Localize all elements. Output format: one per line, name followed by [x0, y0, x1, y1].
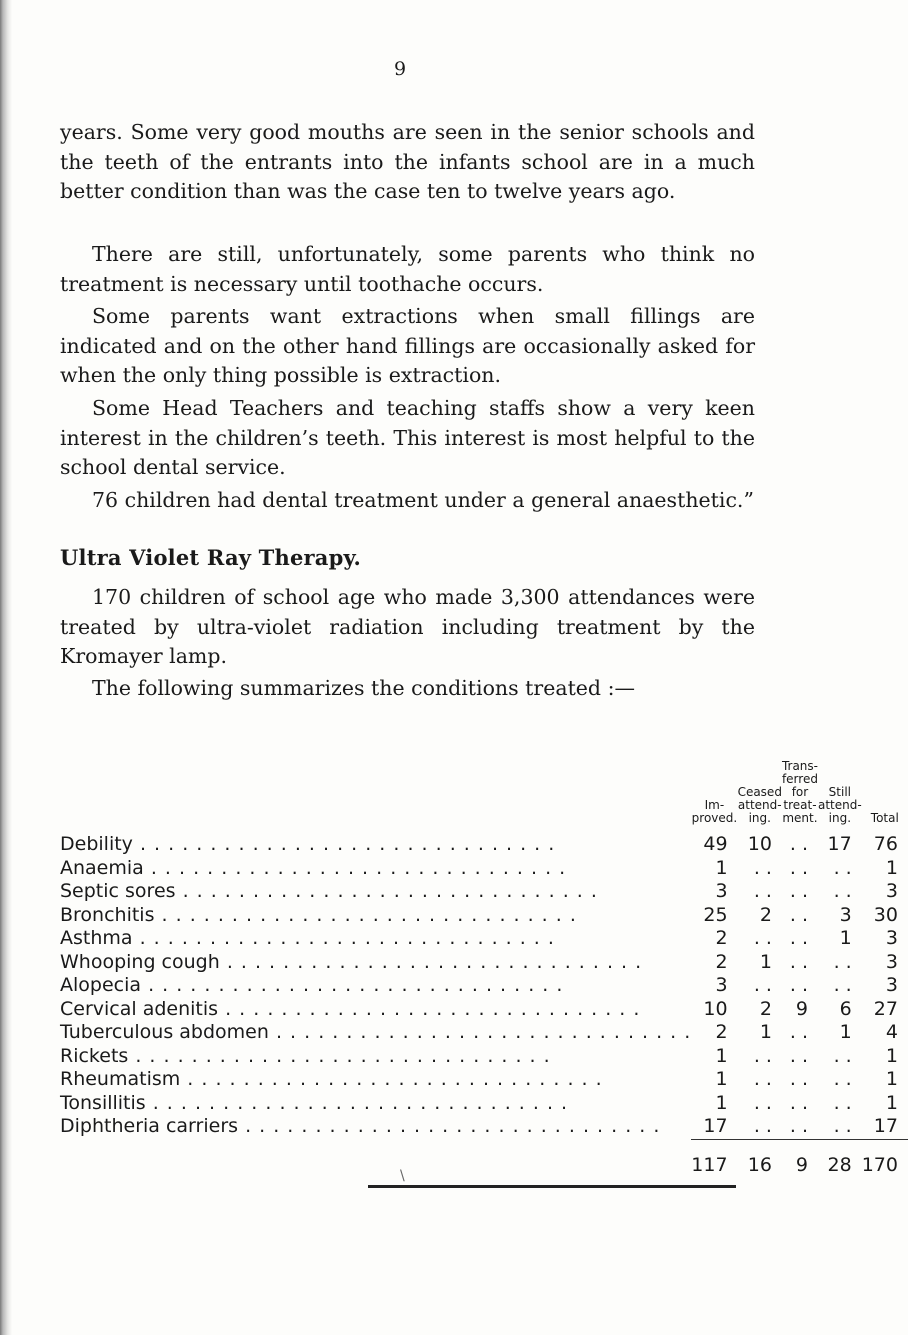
- table-body: [60, 833, 908, 1177]
- cell-still-attending: . .: [833, 880, 852, 902]
- table-row: [60, 1068, 908, 1092]
- binding-edge: [0, 0, 12, 1335]
- dot-leader: . . . . . . . . . . . . . . . . . . . . . . . . . . . . . .: [145, 1091, 569, 1114]
- header-condition: [60, 760, 691, 833]
- table-bottom-rule: [368, 1185, 736, 1188]
- cell-ceased: 2: [759, 903, 772, 926]
- cell-still-attending: . .: [833, 950, 852, 973]
- paragraph-head-teachers: Some Head Teachers and teaching staffs show a very keen interest in the children’s teeth. This interest is most helpful to the school dental service.: [60, 396, 755, 479]
- table-row: [60, 1115, 908, 1139]
- dot-leader: . . . . . . . . . . . . . . . . . . . . . . . . . . . . . .: [143, 856, 567, 879]
- cell-improved: 1: [715, 1091, 728, 1114]
- header-ceased: Ceased attend- ing.: [737, 785, 782, 825]
- totals-row: [60, 1139, 908, 1177]
- cell-transferred: . .: [789, 927, 808, 949]
- total-cell-total: 170: [862, 1139, 908, 1177]
- dot-leader: . . . . . . . . . . . . . . . . . . . . . . . . . . . . . .: [238, 1115, 661, 1138]
- cell-ceased: . .: [753, 1091, 772, 1114]
- table-row: [60, 951, 908, 975]
- header-total: Total: [870, 811, 899, 825]
- cell-improved: 2: [715, 950, 728, 973]
- cell-improved: 2: [715, 927, 728, 949]
- table-header-row: [60, 760, 908, 833]
- cell-total: 1: [885, 1068, 898, 1090]
- cell-condition: [60, 904, 691, 928]
- cell-improved: 1: [715, 1068, 728, 1090]
- cell-total: 1: [885, 856, 898, 879]
- cell-transferred: . .: [789, 974, 808, 996]
- cell-transferred: . .: [789, 1021, 808, 1043]
- table-row: [60, 833, 908, 857]
- cell-condition: [60, 1021, 691, 1045]
- cell-ceased: 2: [759, 997, 772, 1020]
- cell-ceased: . .: [753, 974, 772, 996]
- condition-name: Tuberculous abdomen: [60, 1021, 269, 1043]
- cell-still-attending: . .: [833, 1044, 852, 1067]
- cell-transferred: 9: [795, 997, 808, 1020]
- cell-total: 1: [885, 1091, 898, 1114]
- condition-name: Cervical adenitis: [60, 997, 219, 1020]
- paragraph-summary-intro: The following summarizes the conditions treated :—: [92, 676, 635, 700]
- cell-total: 3: [885, 880, 898, 902]
- cell-ceased: . .: [753, 856, 772, 879]
- condition-name: Anaemia: [60, 856, 144, 879]
- cell-transferred: . .: [789, 880, 808, 902]
- cell-improved: 3: [715, 880, 728, 902]
- cell-improved: 10: [703, 997, 728, 1020]
- cell-improved: 1: [715, 856, 728, 879]
- total-cell-improved: 117: [691, 1139, 737, 1177]
- cell-improved: 17: [703, 1115, 728, 1137]
- cell-condition: [60, 927, 691, 951]
- stray-mark: \: [400, 1168, 405, 1184]
- cell-ceased: . .: [753, 880, 772, 902]
- cell-transferred: . .: [789, 856, 808, 879]
- cell-total: 27: [873, 997, 898, 1020]
- cell-improved: 1: [715, 1044, 728, 1067]
- cell-transferred: . .: [789, 903, 808, 926]
- table-row: [60, 904, 908, 928]
- header-still-attending: Still attend- ing.: [817, 785, 862, 825]
- table-row: [60, 1021, 908, 1045]
- cell-still-attending: 1: [839, 927, 852, 949]
- cell-transferred: . .: [789, 1115, 808, 1137]
- total-cell-still-attending: 28: [818, 1139, 862, 1177]
- condition-name: Whooping cough: [60, 950, 220, 973]
- dot-leader: . . . . . . . . . . . . . . . . . . . . . . . . . . . . . .: [154, 903, 577, 926]
- cell-condition: [60, 1045, 691, 1069]
- cell-still-attending: . .: [833, 1068, 852, 1090]
- cell-ceased: 10: [747, 833, 772, 855]
- table-row: [60, 974, 908, 998]
- header-transferred: Trans- ferred for treat- ment.: [781, 759, 818, 825]
- total-cell-ceased: 16: [738, 1139, 782, 1177]
- dot-leader: . . . . . . . . . . . . . . . . . . . . . . . . . . . . . .: [141, 974, 564, 996]
- cell-total: 4: [885, 1021, 898, 1043]
- dot-leader: . . . . . . . . . . . . . . . . . . . . . . . . . . . . . .: [268, 1021, 692, 1043]
- cell-condition: [60, 1068, 691, 1092]
- cell-condition: [60, 974, 691, 998]
- condition-name: Diphtheria carriers: [60, 1115, 239, 1138]
- table-row: [60, 1045, 908, 1069]
- cell-total: 76: [873, 833, 898, 855]
- paragraph-senior-schools: years. Some very good mouths are seen in the senior schools and the teeth of the entrants into the infants school are in a much better condition than was the case ten to twelve years ago.: [60, 120, 755, 203]
- condition-name: Rheumatism: [60, 1068, 181, 1090]
- cell-transferred: . .: [789, 1091, 808, 1114]
- paragraph-parents-treatment: There are still, unfortunately, some parents who think no treatment is necessary until toothache occurs.: [60, 242, 755, 296]
- condition-name: Alopecia: [60, 974, 142, 996]
- cell-condition: [60, 1115, 691, 1139]
- dot-leader: . . . . . . . . . . . . . . . . . . . . . . . . . . . . . .: [175, 880, 598, 902]
- cell-total: 17: [873, 1115, 898, 1137]
- dot-leader: . . . . . . . . . . . . . . . . . . . . . . . . . . . . . .: [219, 950, 643, 973]
- cell-improved: 2: [715, 1021, 728, 1043]
- total-cell-transferred: 9: [782, 1139, 818, 1177]
- dot-leader: . . . . . . . . . . . . . . . . . . . . . . . . . . . . . .: [132, 927, 555, 949]
- cell-improved: 49: [703, 833, 728, 855]
- table-row: [60, 927, 908, 951]
- cell-ceased: . .: [753, 1044, 772, 1067]
- cell-ceased: . .: [753, 1068, 772, 1090]
- cell-transferred: . .: [789, 1068, 808, 1090]
- cell-transferred: . .: [789, 1044, 808, 1067]
- totals-label: [60, 1139, 691, 1177]
- cell-condition: [60, 1092, 691, 1116]
- cell-total: 1: [885, 1044, 898, 1067]
- cell-still-attending: 3: [839, 903, 852, 926]
- conditions-table: [60, 760, 908, 1177]
- cell-condition: [60, 857, 691, 881]
- page-number: 9: [393, 58, 407, 80]
- cell-improved: 25: [703, 903, 728, 926]
- condition-name: Tonsillitis: [60, 1091, 146, 1114]
- table-row: [60, 1092, 908, 1116]
- dot-leader: . . . . . . . . . . . . . . . . . . . . . . . . . . . . . .: [180, 1068, 603, 1090]
- cell-ceased: . .: [753, 927, 772, 949]
- dot-leader: . . . . . . . . . . . . . . . . . . . . . . . . . . . . . .: [218, 997, 641, 1020]
- table-row: [60, 857, 908, 881]
- cell-still-attending: . .: [833, 856, 852, 879]
- cell-condition: [60, 880, 691, 904]
- cell-still-attending: . .: [833, 1115, 852, 1137]
- cell-still-attending: 6: [839, 997, 852, 1020]
- cell-transferred: . .: [789, 833, 808, 855]
- cell-total: 30: [873, 903, 898, 926]
- dot-leader: . . . . . . . . . . . . . . . . . . . . . . . . . . . . . .: [128, 1044, 551, 1067]
- cell-improved: 3: [715, 974, 728, 996]
- cell-total: 3: [885, 950, 898, 973]
- cell-condition: [60, 833, 691, 857]
- paragraph-extractions: Some parents want extractions when small fillings are indicated and on the other hand fillings are occasionally asked for when the only thing possible is extraction.: [60, 304, 755, 387]
- cell-still-attending: 1: [839, 1021, 852, 1043]
- paragraph-ultra-violet: 170 children of school age who made 3,300 attendances were treated by ultra-violet radiation including treatment by the Kromayer lamp.: [60, 585, 755, 668]
- cell-total: 3: [885, 974, 898, 996]
- cell-still-attending: 17: [827, 833, 852, 855]
- cell-still-attending: . .: [833, 974, 852, 996]
- cell-condition: [60, 951, 691, 975]
- cell-ceased: 1: [759, 950, 772, 973]
- condition-name: Debility: [60, 833, 133, 855]
- cell-total: 3: [885, 927, 898, 949]
- cell-still-attending: . .: [833, 1091, 852, 1114]
- table-row: [60, 998, 908, 1022]
- table-row: [60, 880, 908, 904]
- header-improved: Im- proved.: [691, 798, 738, 825]
- condition-name: Septic sores: [60, 880, 176, 902]
- condition-name: Bronchitis: [60, 903, 155, 926]
- section-heading: Ultra Violet Ray Therapy.: [60, 545, 361, 570]
- cell-ceased: . .: [753, 1115, 772, 1137]
- dot-leader: . . . . . . . . . . . . . . . . . . . . . . . . . . . . . .: [132, 833, 556, 855]
- condition-name: Rickets: [60, 1044, 129, 1067]
- cell-condition: [60, 998, 691, 1022]
- condition-name: Asthma: [60, 927, 133, 949]
- cell-transferred: . .: [789, 950, 808, 973]
- paragraph-anaesthetic: 76 children had dental treatment under a general anaesthetic.”: [92, 488, 754, 512]
- cell-ceased: 1: [759, 1021, 772, 1043]
